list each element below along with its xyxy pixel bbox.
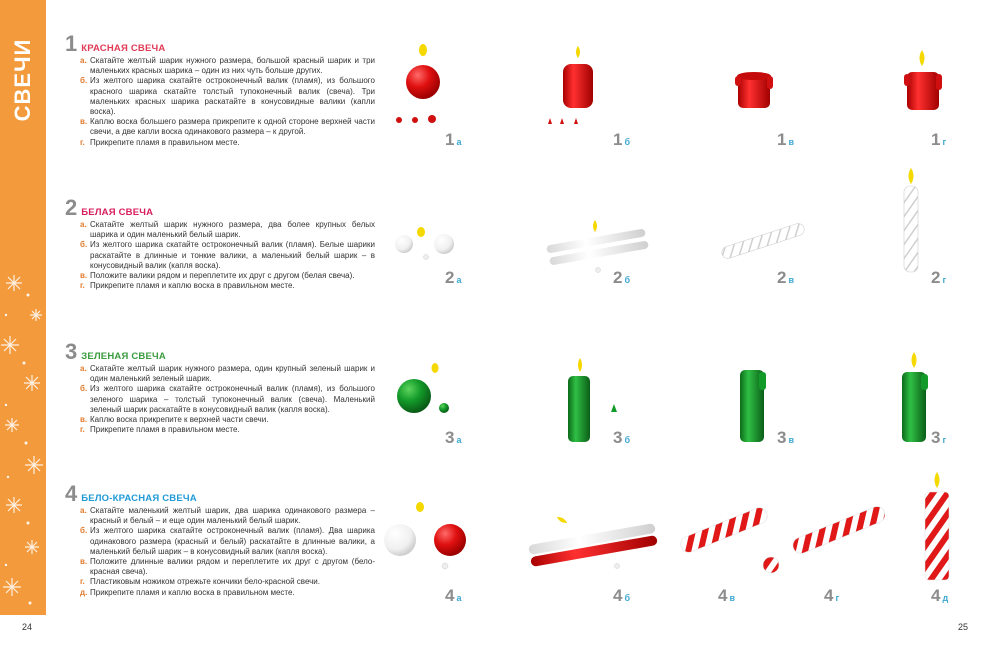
illustration-3d: [902, 352, 928, 442]
step-number: 3: [65, 339, 78, 364]
section-green-candle: [65, 339, 375, 435]
illustration-3b: [568, 358, 617, 442]
instruction-list: [80, 364, 375, 435]
section-title: КРАСНАЯ СВЕЧА: [81, 43, 166, 54]
step-number: 1: [65, 31, 78, 56]
step-label: 1 г: [931, 130, 947, 149]
instruction-item: а. Скатайте желтый шарик нужного размера, большой красный шарик и три маленьких красных шарика – один из них чуть больше других.: [80, 56, 375, 76]
section-title: ЗЕЛЕНАЯ СВЕЧА: [81, 351, 166, 362]
instruction-item: в. Каплю воска большего размера прикрепите к одной стороне верхней части свечи, а две капли воска одинакового размера – к другой.: [80, 117, 375, 137]
step-label: 1 а: [445, 130, 462, 149]
step-label: 3 а: [445, 428, 462, 447]
illustration-2a: [395, 227, 454, 260]
instruction-item: г. Прикрепите пламя в правильном месте.: [80, 137, 240, 147]
instruction-item: в. Каплю воска прикрепите к верхней части свечи.: [80, 415, 269, 425]
step-label: 1 б: [613, 130, 631, 149]
step-label: 3 б: [613, 428, 631, 447]
snowflake-pattern: [0, 265, 46, 615]
illustration-2b: [546, 220, 649, 273]
illustration-3c: [740, 370, 766, 442]
instruction-item: а. Скатайте желтый шарик нужного размера, два более крупных белых шарика и один маленький белый шарик.: [80, 220, 375, 240]
illustration-2d: [904, 168, 918, 272]
instruction-item: а. Скатайте маленький желтый шарик, два шарика одинакового размера – красный и белый – и еще один маленький белый шарик.: [80, 506, 375, 526]
instruction-item: б. Из желтого шарика скатайте остроконечный валик (пламя), из большого красного шарика скатайте толстый тупоконечный валик (свеча). Три маленьких красных шарика раскатайте в конусовидные валики (капли воска).: [80, 76, 375, 117]
illustration-3a: [397, 363, 449, 413]
page-number-left: 24: [22, 622, 33, 632]
instruction-list: [80, 56, 375, 148]
step-label: 4 в: [718, 586, 736, 605]
illustration-4a: [384, 502, 466, 569]
illustration-4c: [678, 505, 779, 573]
illustration-2c: [720, 222, 805, 260]
page-number-right: 25: [958, 622, 969, 632]
step-label: 2 г: [931, 268, 947, 287]
instruction-list: [80, 506, 375, 598]
step-label: 3 г: [931, 428, 947, 447]
instruction-list: [80, 220, 375, 291]
instruction-item: б. Из желтого шарика скатайте остроконечный валик (пламя). Два шарика одинакового размера (красный и белый) раскатайте в длинные валики, а маленький белый шарик – в конусовидный валик (капля воска).: [80, 526, 375, 556]
instruction-item: г. Прикрепите пламя и каплю воска в правильном месте.: [80, 281, 295, 291]
sidebar-title: СВЕЧИ: [10, 38, 35, 122]
illustration-1c: [735, 72, 773, 108]
candle-illustrations: [380, 30, 980, 620]
section-white-red-candle: [65, 481, 375, 598]
instruction-item: в. Положите длинные валики рядом и переплетите их друг с другом (бело-красная свеча).: [80, 557, 375, 577]
illustration-1a: [396, 44, 440, 123]
section-red-candle: [65, 31, 375, 148]
illustration-4d: [791, 504, 888, 556]
illustration-4b: [528, 515, 658, 568]
illustration-1d: [904, 50, 942, 110]
step-label: 4 д: [931, 586, 949, 605]
instruction-item: г. Прикрепите пламя в правильном месте.: [80, 425, 240, 435]
step-label: 2 а: [445, 268, 462, 287]
illustration-1b: [548, 46, 593, 124]
section-white-candle: [65, 195, 375, 291]
instruction-item: г. Пластиковым ножиком отрежьте кончики бело-красной свечи.: [80, 577, 320, 587]
step-label: 3 в: [777, 428, 795, 447]
step-number: 2: [65, 195, 78, 220]
step-label: 4 г: [824, 586, 840, 605]
illustration-4e: [925, 472, 949, 580]
step-label: 2 б: [613, 268, 631, 287]
step-number: 4: [65, 481, 78, 506]
step-label: 1 в: [777, 130, 795, 149]
instruction-item: б. Из желтого шарика скатайте остроконечный валик (пламя), из большого зеленого шарика – толстый тупоконечный валик (свеча). Маленький зеленый шарик раскатайте в конусовидный валик (капля воска).: [80, 384, 375, 414]
instruction-item: д. Прикрепите пламя и каплю воска в правильном месте.: [80, 587, 295, 597]
step-label: 4 а: [445, 586, 462, 605]
section-title: БЕЛАЯ СВЕЧА: [81, 207, 154, 218]
instruction-item: б. Из желтого шарика скатайте остроконечный валик (пламя). Белые шарики раскатайте в длинные и тонкие валики, а маленький белый шарик – в конусовидный валик (капля воска).: [80, 240, 375, 270]
section-title: БЕЛО-КРАСНАЯ СВЕЧА: [81, 493, 197, 504]
sidebar: [0, 0, 46, 615]
step-label: 2 в: [777, 268, 795, 287]
instruction-item: в. Положите валики рядом и переплетите их друг с другом (белая свеча).: [80, 271, 355, 281]
step-label: 4 б: [613, 586, 631, 605]
instruction-item: а. Скатайте желтый шарик нужного размера, один крупный зеленый шарик и один маленький зеленый шарик.: [80, 364, 375, 384]
